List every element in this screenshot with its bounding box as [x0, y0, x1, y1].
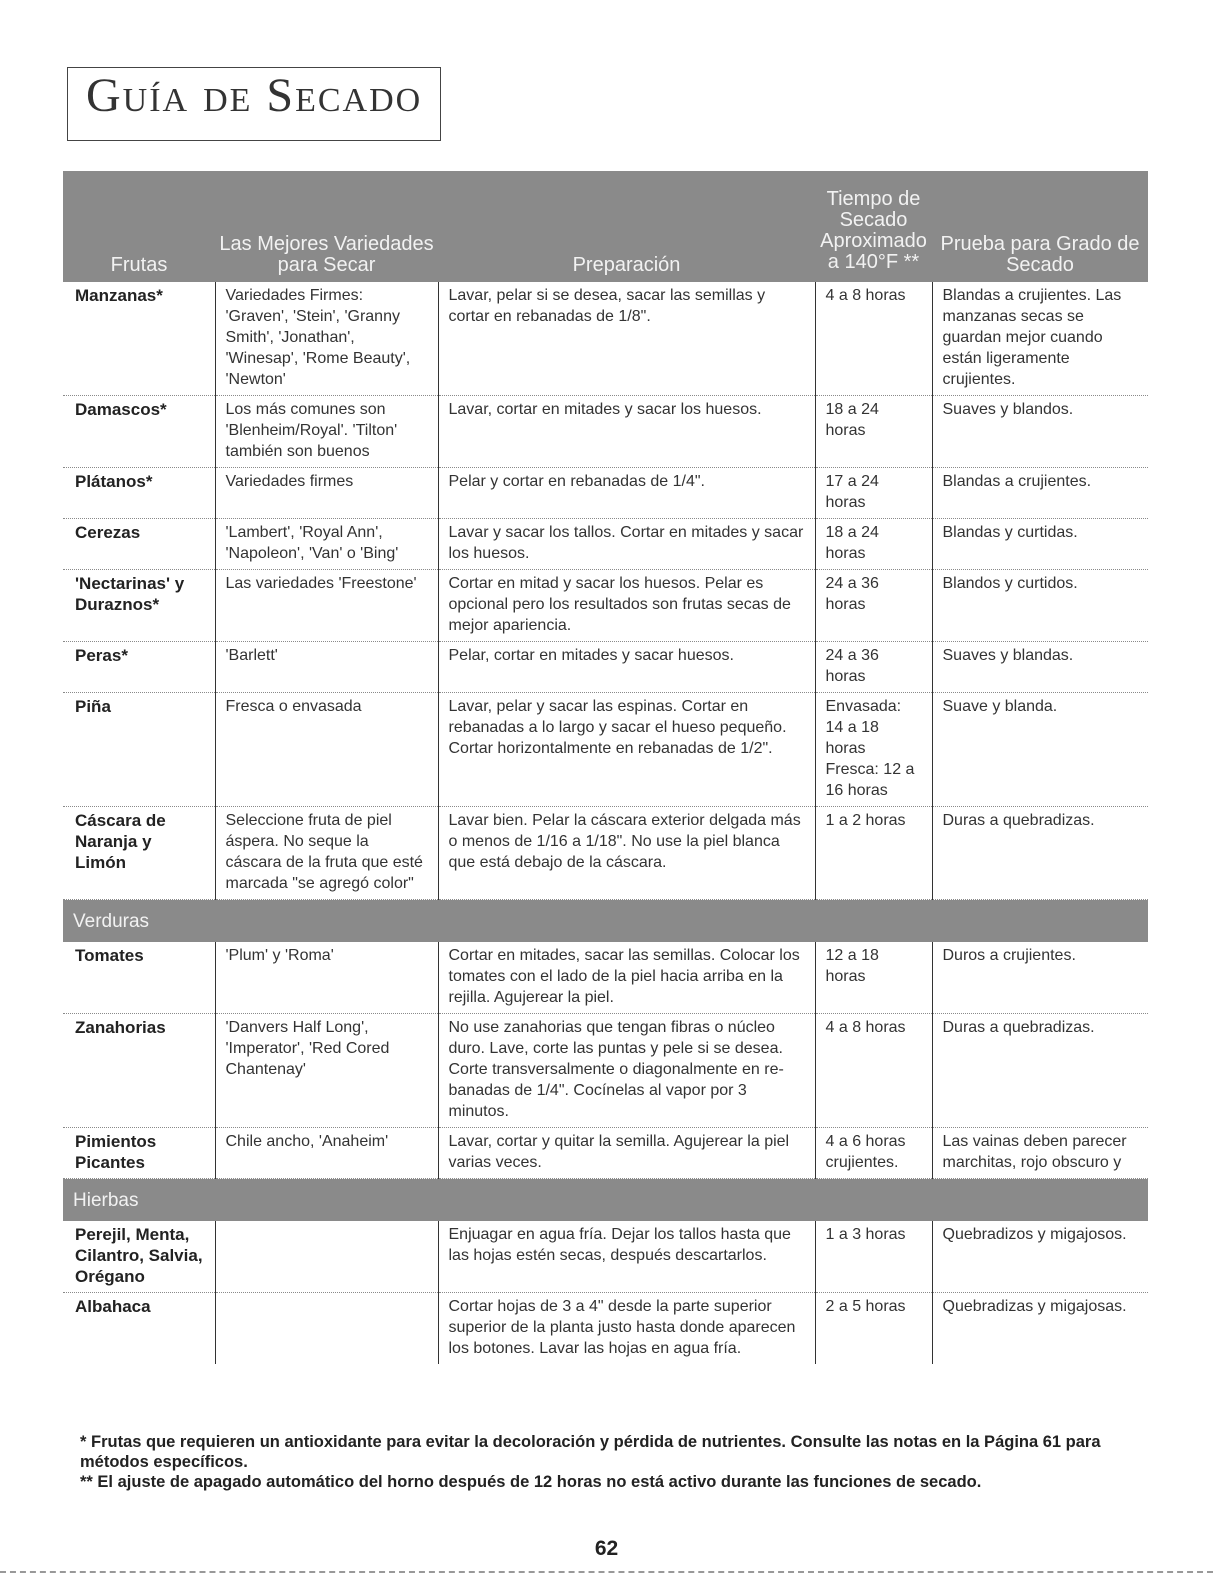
cell-name: Cáscara de Naranja y Limón: [63, 807, 215, 900]
cell-test: Blandas y curtidas.: [932, 519, 1148, 570]
table-row: [63, 282, 1148, 396]
table-row: [63, 519, 1148, 570]
table-row: [63, 396, 1148, 468]
footnote-antioxidant: * Frutas que requieren un antioxidante para evitar la decoloración y pérdida de nutrientes. Consulte las notas en la Página 61 para métodos específicos.: [80, 1433, 1101, 1471]
drying-guide-table: [63, 171, 1148, 1364]
cell-prep: Lavar y sacar los tallos. Cortar en mitades y sacar los huesos.: [438, 519, 815, 570]
cell-time: 24 a 36 horas: [815, 642, 932, 693]
cell-prep: Pelar y cortar en rebanadas de 1/4".: [438, 468, 815, 519]
cell-name: Piña: [63, 693, 215, 807]
table-row: [63, 693, 1148, 807]
page-title: Guía de Secado: [86, 69, 423, 122]
cell-prep: No use zanahorias que tengan fibras o núcleo duro. Lave, corte las puntas y pele si se desea. Corte transversalmente o diagonalmente en re-banadas de 1/4". Cocínelas al vapor por 3 minutos.: [438, 1014, 815, 1128]
cell-time: 1 a 3 horas: [815, 1221, 932, 1293]
cell-variety: Chile ancho, 'Anaheim': [215, 1128, 438, 1179]
table-row: [63, 570, 1148, 642]
cell-time: 4 a 8 horas: [815, 1014, 932, 1128]
cell-prep: Lavar, cortar y quitar la semilla. Agujerear la piel varias veces.: [438, 1128, 815, 1179]
cell-time: 18 a 24 horas: [815, 519, 932, 570]
header-row: [63, 171, 1148, 282]
header-preparacion: Preparación: [438, 171, 815, 282]
cell-time: 12 a 18 horas: [815, 942, 932, 1014]
cell-variety: Variedades Firmes: 'Graven', 'Stein', 'Granny Smith', 'Jonathan', 'Winesap', 'Rome Beauty', 'Newton': [215, 282, 438, 396]
section-label-hierbas: Hierbas: [63, 1179, 1148, 1222]
cell-name: Peras*: [63, 642, 215, 693]
cell-prep: Pelar, cortar en mitades y sacar huesos.: [438, 642, 815, 693]
table-row: [63, 1293, 1148, 1365]
footnote-auto-off: ** El ajuste de apagado automático del horno después de 12 horas no está activo durante las funciones de secado.: [80, 1473, 982, 1491]
cell-time: 2 a 5 horas: [815, 1293, 932, 1365]
hierbas-header: [63, 1179, 1148, 1222]
cell-prep: Lavar, cortar en mitades y sacar los huesos.: [438, 396, 815, 468]
frutas-section: [63, 282, 1148, 900]
cell-test: Blandos y curtidos.: [932, 570, 1148, 642]
cell-test: Suave y blanda.: [932, 693, 1148, 807]
cell-variety: 'Lambert', 'Royal Ann', 'Napoleon', 'Van' o 'Bing': [215, 519, 438, 570]
cell-name: Cerezas: [63, 519, 215, 570]
cell-name: Perejil, Menta, Cilantro, Salvia, Orégano: [75, 1225, 203, 1286]
table-row: [63, 1014, 1148, 1128]
cell-prep: Lavar, pelar y sacar las espinas. Cortar en rebanadas a lo largo y sacar el hueso pequeño. Cortar horizontalmente en rebanadas de 1/2".: [438, 693, 815, 807]
cell-variety: Fresca o envasada: [215, 693, 438, 807]
title-box: [67, 67, 441, 141]
cell-variety: Variedades firmes: [215, 468, 438, 519]
cell-prep: Lavar, pelar si se desea, sacar las semillas y cortar en rebanadas de 1/8".: [438, 282, 815, 396]
cell-name: Manzanas*: [75, 286, 163, 305]
cell-variety: Seleccione fruta de piel áspera. No seque la cáscara de la fruta que esté marcada "se agregó color": [215, 807, 438, 900]
cell-name: Zanahorias: [63, 1014, 215, 1128]
table-row: [63, 1221, 1148, 1293]
cell-name: 'Nectarinas' y Duraznos*: [63, 570, 215, 642]
verduras-header: [63, 900, 1148, 943]
cell-time: 4 a 6 horas crujientes.: [815, 1128, 932, 1179]
cell-name: Damascos*: [63, 396, 215, 468]
cell-time: Envasada: 14 a 18 horas Fresca: 12 a 16 horas: [815, 693, 932, 807]
cell-test: Blandas a crujientes. Las manzanas secas se guardan mejor cuando están ligeramente crujientes.: [932, 282, 1148, 396]
cell-test: Quebradizos y migajosos.: [932, 1221, 1148, 1293]
cell-test: Blandas a crujientes.: [932, 468, 1148, 519]
cell-name: Tomates: [75, 946, 144, 965]
cell-variety: [215, 1221, 438, 1293]
cell-variety: 'Barlett': [215, 642, 438, 693]
cell-time: 4 a 8 horas: [815, 282, 932, 396]
page-number: 62: [594, 1537, 619, 1560]
cell-prep: Lavar bien. Pelar la cáscara exterior delgada más o menos de 1/16 a 1/18". No use la piel blanca que está debajo de la cáscara.: [438, 807, 815, 900]
header-tiempo: Tiempo de Secado Aproximado a 140°F **: [815, 171, 932, 282]
cell-variety: Las variedades 'Freestone': [215, 570, 438, 642]
bottom-rule: [0, 1571, 1213, 1573]
cell-prep: Cortar en mitad y sacar los huesos. Pelar es opcional pero los resultados son frutas secas de mejor apariencia.: [438, 570, 815, 642]
cell-prep: Cortar hojas de 3 a 4" desde la parte superior superior de la planta justo hasta donde aparecen los botones. Lavar las hojas en agua fría.: [438, 1293, 815, 1365]
cell-time: 24 a 36 horas: [815, 570, 932, 642]
cell-prep: Enjuagar en agua fría. Dejar los tallos hasta que las hojas estén secas, después descartarlos.: [438, 1221, 815, 1293]
header-frutas: Frutas: [63, 171, 215, 282]
cell-test: Suaves y blandas.: [932, 642, 1148, 693]
section-label-verduras: Verduras: [63, 900, 1148, 943]
header-variedades: Las Mejores Variedades para Secar: [215, 171, 438, 282]
cell-time: 18 a 24 horas: [815, 396, 932, 468]
cell-test: Duras a quebradizas.: [932, 1014, 1148, 1128]
cell-time: 1 a 2 horas: [815, 807, 932, 900]
cell-prep: Cortar en mitades, sacar las semillas. Colocar los tomates con el lado de la piel hacia arriba en la rejilla. Agujerear la piel.: [438, 942, 815, 1014]
table-row: [63, 468, 1148, 519]
cell-name: Plátanos*: [63, 468, 215, 519]
cell-time: 17 a 24 horas: [815, 468, 932, 519]
cell-variety: [215, 1293, 438, 1365]
cell-test: Duras a quebradizas.: [932, 807, 1148, 900]
table-row: [63, 1128, 1148, 1179]
cell-test: Duros a crujientes.: [932, 942, 1148, 1014]
table-row: [63, 942, 1148, 1014]
cell-variety: 'Danvers Half Long', 'Imperator', 'Red Cored Chantenay': [215, 1014, 438, 1128]
drying-guide-table-wrap: [63, 171, 1148, 1364]
table-row: [63, 642, 1148, 693]
cell-test: Las vainas deben parecer marchitas, rojo obscuro y: [932, 1128, 1148, 1179]
cell-variety: 'Plum' y 'Roma': [215, 942, 438, 1014]
cell-variety: Los más comunes son 'Blenheim/Royal'. 'Tilton' también son buenos: [215, 396, 438, 468]
footnotes: [80, 1432, 1160, 1492]
cell-name: Albahaca: [63, 1293, 215, 1365]
verduras-section: [63, 942, 1148, 1179]
table-row: [63, 807, 1148, 900]
cell-test: Suaves y blandos.: [932, 396, 1148, 468]
hierbas-section: [63, 1221, 1148, 1364]
header-prueba: Prueba para Grado de Secado: [932, 171, 1148, 282]
cell-name: Pimientos Picantes: [63, 1128, 215, 1179]
cell-test: Quebradizas y migajosas.: [932, 1293, 1148, 1365]
